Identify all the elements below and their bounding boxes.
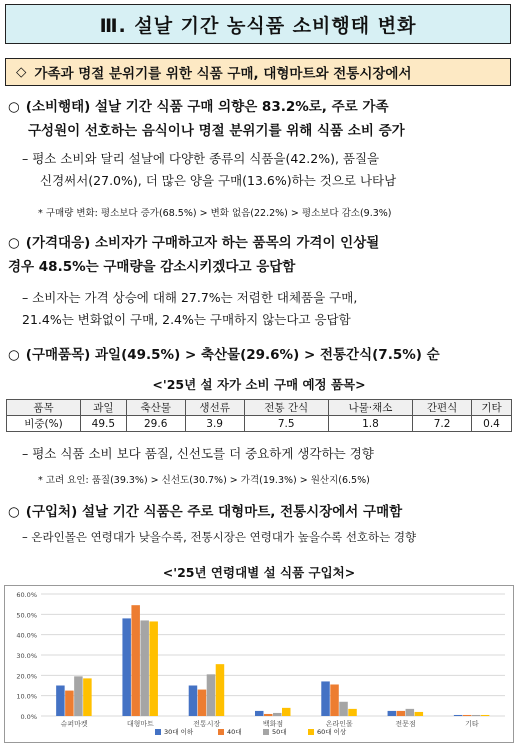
x-tick-label: 온라인몰 xyxy=(325,720,353,728)
bullet-text: 구성원이 선호하는 음식이나 명절 분위기를 위해 식품 소비 증가 xyxy=(28,123,405,139)
dash-item-consumption xyxy=(22,148,510,192)
dash-text: 평소 소비와 달리 설날에 다양한 종류의 식품을(42.2%), 품질을 xyxy=(32,151,380,166)
bar xyxy=(454,715,463,716)
bar xyxy=(122,618,131,716)
table-header-cell: 축산물 xyxy=(126,400,185,416)
bar xyxy=(273,713,282,716)
bar xyxy=(255,711,264,716)
bar xyxy=(56,686,64,717)
dash-text: 온라인몰은 연령대가 낮을수록, 전통시장은 연령대가 높을수록 선호하는 경향 xyxy=(31,530,417,544)
bar xyxy=(463,715,472,716)
table-cell: 비중(%) xyxy=(7,416,81,432)
bar xyxy=(83,678,92,716)
bullet-text: (구입처) 설날 기간 식품은 주로 대형마트, 전통시장에서 구매함 xyxy=(25,504,403,520)
y-tick-label: 0.0% xyxy=(20,713,37,721)
table-header-cell: 생선류 xyxy=(185,400,244,416)
table-header-row xyxy=(7,400,512,416)
bullet-place xyxy=(8,500,512,524)
bar xyxy=(149,621,158,716)
legend-label: 60대 이상 xyxy=(317,728,347,736)
table-cell: 7.5 xyxy=(244,416,328,432)
circle-bullet-icon: ○ xyxy=(8,347,20,363)
bar xyxy=(415,712,424,716)
dash-text: 신경써서(27.0%), 더 많은 양을 구매(13.6%)하는 것으로 나타남 xyxy=(40,173,397,188)
bar xyxy=(140,620,149,716)
bar xyxy=(131,605,140,716)
bullet-text: (구매품목) 과일(49.5%) > 축산물(29.6%) > 전통간식(7.5%) 순 xyxy=(25,347,440,363)
dash-icon: – xyxy=(22,530,28,544)
page-title: Ⅲ. 설날 기간 농식품 소비행태 변화 xyxy=(5,4,511,44)
bar xyxy=(406,709,415,716)
table-header-cell: 간편식 xyxy=(413,400,472,416)
y-tick-label: 10.0% xyxy=(16,692,37,701)
section-subtitle xyxy=(5,58,511,86)
circle-bullet-icon: ○ xyxy=(8,504,20,520)
bar xyxy=(388,711,397,716)
bar xyxy=(189,686,198,717)
circle-bullet-icon: ○ xyxy=(8,235,20,251)
table-cell: 1.8 xyxy=(328,416,412,432)
legend-swatch xyxy=(263,729,269,735)
bullet-text: (소비행태) 설날 기간 식품 구매 의향은 83.2%로, 주로 가족 xyxy=(25,99,389,115)
chart-svg xyxy=(5,586,513,742)
circle-bullet-icon: ○ xyxy=(8,99,20,115)
table-cell: 7.2 xyxy=(413,416,472,432)
dash-text: 21.4%는 변화없이 구매, 2.4%는 구매하지 않는다고 응답함 xyxy=(22,312,351,327)
table-header-cell: 나물·채소 xyxy=(328,400,412,416)
legend-swatch xyxy=(155,729,161,735)
bar xyxy=(74,676,83,716)
note-purchase-change: * 구매량 변화: 평소보다 증가(68.5%) > 변화 없음(22.2%) > 평소보다 감소(9.3%) xyxy=(38,208,392,219)
bullet-consumption xyxy=(8,95,512,143)
y-tick-label: 20.0% xyxy=(16,672,37,681)
table-header-cell: 기타 xyxy=(472,400,512,416)
chart-caption: <'25년 연령대별 설 식품 구입처> xyxy=(162,565,356,580)
bar xyxy=(348,709,357,716)
x-tick-label: 백화점 xyxy=(262,720,284,728)
purchase-place-chart xyxy=(4,585,514,743)
table-header-cell: 품목 xyxy=(7,400,81,416)
table-header-cell: 과일 xyxy=(81,400,127,416)
bar xyxy=(216,664,225,716)
x-tick-label: 전통시장 xyxy=(193,720,221,728)
bar xyxy=(330,684,339,716)
x-tick-label: 기타 xyxy=(465,720,479,728)
bar xyxy=(339,702,348,716)
legend-label: 50대 xyxy=(272,728,287,736)
note-factors: * 고려 요인: 품질(39.3%) > 신선도(30.7%) > 가격(19.3%) > 원산지(6.5%) xyxy=(38,475,370,486)
dash-item-quality xyxy=(22,443,510,465)
section-subtitle-text: 가족과 명절 분위기를 위한 식품 구매, 대형마트와 전통시장에서 xyxy=(34,66,412,82)
bar xyxy=(198,690,207,716)
table-cell: 49.5 xyxy=(81,416,127,432)
bullet-text: (가격대응) 소비자가 구매하고자 하는 품목의 가격이 인상될 xyxy=(25,235,380,251)
bullet-items xyxy=(8,343,512,367)
bar xyxy=(207,674,216,716)
y-tick-label: 40.0% xyxy=(16,631,37,640)
bar xyxy=(264,714,273,716)
table-cell: 3.9 xyxy=(185,416,244,432)
table-caption: <'25년 설 자가 소비 구매 예정 품목> xyxy=(152,377,366,392)
table-cell: 0.4 xyxy=(472,416,512,432)
legend-label: 40대 xyxy=(227,728,242,736)
dash-icon: – xyxy=(22,151,29,166)
dash-item-place xyxy=(22,526,510,548)
bar xyxy=(397,711,406,716)
bar xyxy=(481,715,490,716)
table-header-cell: 전통 간식 xyxy=(244,400,328,416)
x-tick-label: 전문점 xyxy=(395,720,416,728)
dash-icon: – xyxy=(22,290,29,305)
purchase-items-table xyxy=(6,399,512,432)
y-tick-label: 30.0% xyxy=(16,652,37,660)
dash-text: 평소 식품 소비 보다 품질, 신선도를 더 중요하게 생각하는 경향 xyxy=(32,446,374,461)
bar xyxy=(65,691,74,716)
bullet-text: 경우 48.5%는 구매량을 감소시키겠다고 응답함 xyxy=(8,259,296,275)
bullet-price xyxy=(8,231,512,279)
bar xyxy=(321,681,330,716)
legend-swatch xyxy=(218,729,224,735)
y-tick-label: 60.0% xyxy=(16,591,37,599)
x-tick-label: 대형마트 xyxy=(126,720,154,728)
bar xyxy=(472,715,481,716)
table-cell: 29.6 xyxy=(126,416,185,432)
diamond-icon: ◇ xyxy=(16,64,27,80)
dash-icon: – xyxy=(22,446,29,461)
bar xyxy=(282,708,291,716)
y-tick-label: 50.0% xyxy=(16,611,37,620)
table-row xyxy=(7,416,512,432)
x-tick-label: 슈퍼마켓 xyxy=(60,720,88,728)
dash-text: 소비자는 가격 상승에 대해 27.7%는 저렴한 대체품을 구매, xyxy=(32,290,358,305)
legend-swatch xyxy=(308,729,314,735)
legend-label: 30대 이하 xyxy=(164,728,194,736)
dash-item-price xyxy=(22,287,510,331)
